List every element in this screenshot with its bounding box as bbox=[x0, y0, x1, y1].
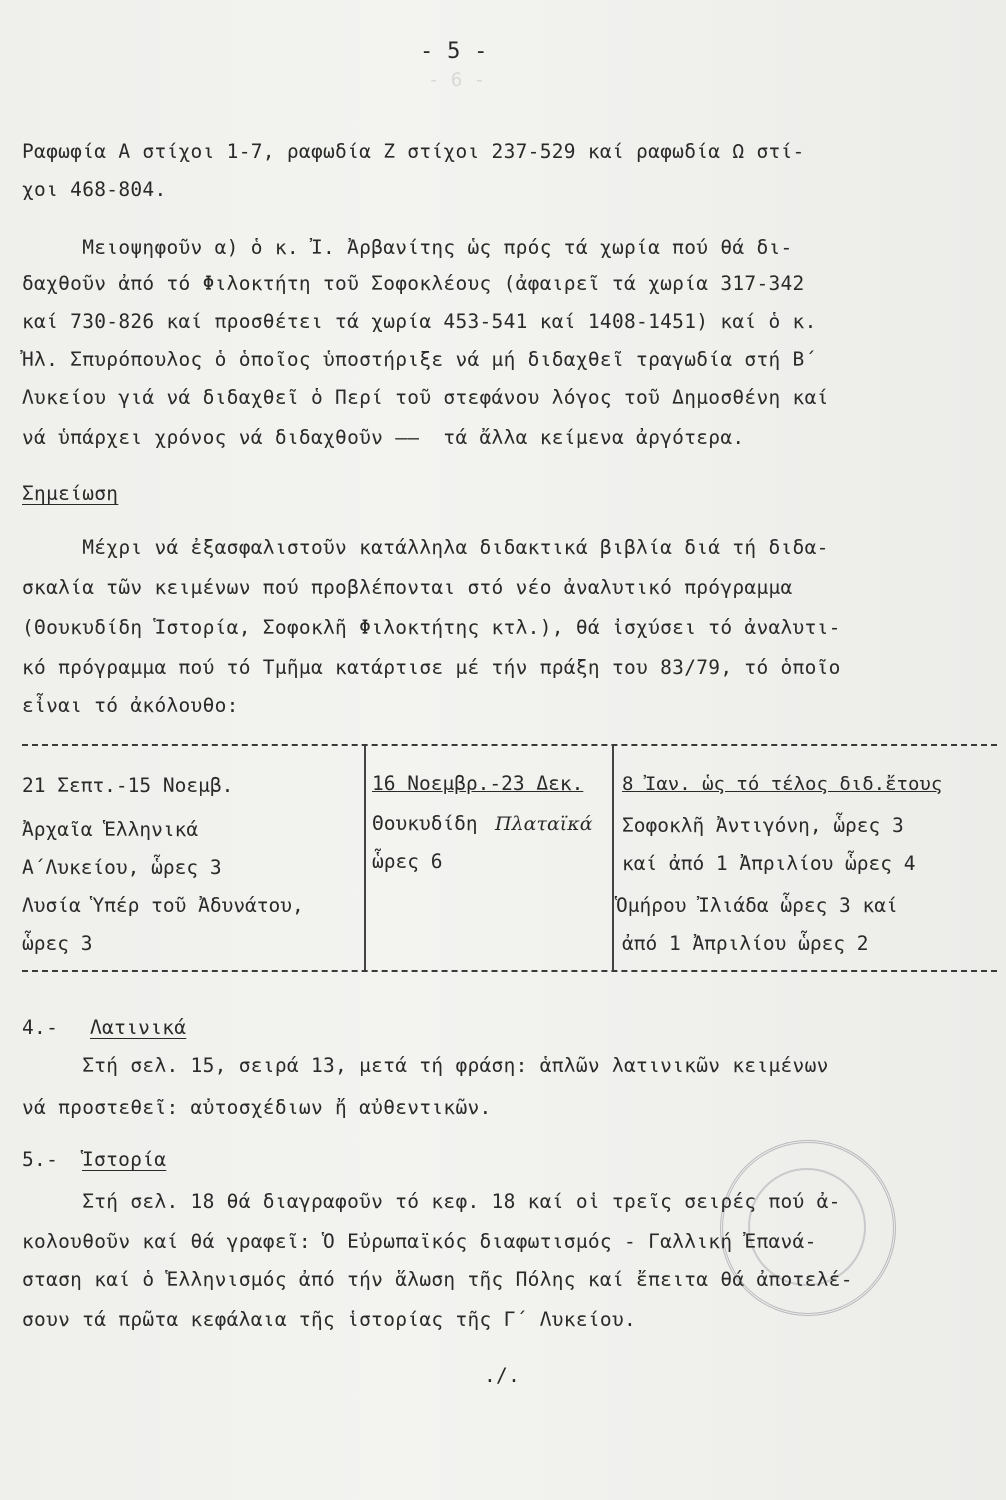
note-line: σκαλία τῶν κειμένων πού προβλέπονται στό νέο ἀναλυτικό πρόγραμμα bbox=[22, 576, 793, 599]
paragraph-line: νά ὑπάρχει χρόνος νά διδαχθοῦν —— τά ἄλλα κείμενα ἀργότερα. bbox=[22, 426, 745, 449]
table-cell: Σοφοκλῆ Ἀντιγόνη, ὧρες 3 bbox=[622, 814, 904, 837]
paragraph-line: χοι 468-804. bbox=[22, 178, 167, 201]
paragraph-line: Ραφωφία Α στίχοι 1-7, ραφωδία Ζ στίχοι 237-529 καί ραφωδία Ω στί- bbox=[22, 140, 805, 163]
paragraph-line: καί 730-826 καί προσθέτει τά χωρία 453-541 καί 1408-1451) καί ὁ κ. bbox=[22, 310, 817, 333]
note-line: εἶναι τό ἀκόλουθο: bbox=[22, 694, 239, 717]
paragraph-line: Ἠλ. Σπυρόπουλος ὁ ὁποῖος ὑποστήριξε νά μή διδαχθεῖ τραγωδία στή Β΄ bbox=[22, 348, 817, 371]
section-line: σταση καί ὁ Ἑλληνισμός ἀπό τήν ἅλωση τῆς Πόλης καί ἔπειτα θά ἀποτελέ- bbox=[22, 1268, 853, 1291]
table-cell: Θουκυδίδη bbox=[372, 812, 478, 835]
handwritten-annotation: Πλαταϊκά bbox=[495, 813, 593, 835]
section-line: σουν τά πρῶτα κεφάλαια τῆς ἱστορίας τῆς Γ΄ Λυκείου. bbox=[22, 1308, 637, 1331]
table-cell: ὧρες 6 bbox=[372, 850, 443, 873]
table-cell: ὧρες 3 bbox=[22, 932, 93, 955]
section-line: Στή σελ. 18 θά διαγραφοῦν τό κεφ. 18 καί οἱ τρεῖς σειρές πού ἀ- bbox=[22, 1190, 841, 1213]
table-cell: καί ἀπό 1 Ἀπριλίου ὧρες 4 bbox=[622, 852, 916, 875]
table-cell: ἀπό 1 Ἀπριλίου ὧρες 2 bbox=[622, 932, 869, 955]
table-column-divider bbox=[364, 746, 366, 970]
end-mark: ./. bbox=[484, 1364, 521, 1387]
table-cell: Ὁμήρου Ἰλιάδα ὧρες 3 καί bbox=[616, 894, 898, 917]
note-line: κό πρόγραμμα πού τό Τμῆμα κατάρτισε μέ τήν πράξη του 83/79, τό ὁποῖο bbox=[22, 656, 841, 679]
table-cell: Ἀρχαῖα Ἑλληνικά bbox=[22, 818, 199, 841]
section-line: νά προστεθεῖ: αὐτοσχέδιων ἤ αὐθεντικῶν. bbox=[22, 1096, 492, 1119]
table-cell: Λυσία Ὑπέρ τοῦ Ἀδυνάτου, bbox=[22, 894, 304, 917]
section-line: Στή σελ. 15, σειρά 13, μετά τή φράση: ἁπλῶν λατινικῶν κειμένων bbox=[22, 1054, 829, 1077]
section-title: Λατινικά bbox=[90, 1016, 187, 1039]
table-column-divider bbox=[612, 746, 614, 970]
paragraph-line: Μειοψηφοῦν α) ὁ κ. Ἰ. Ἀρβανίτης ὡς πρός τά χωρία πού θά δι- bbox=[22, 236, 793, 259]
table-cell: Α΄Λυκείου, ὧρες 3 bbox=[22, 856, 222, 879]
section-title: Ἱστορία bbox=[82, 1148, 167, 1171]
section-number: 4.- bbox=[22, 1016, 59, 1039]
note-line: Μέχρι νά ἐξασφαλιστοῦν κατάλληλα διδακτικά βιβλία διά τή διδα- bbox=[22, 536, 829, 559]
table-top-rule bbox=[22, 744, 997, 746]
note-line: (Θουκυδίδη Ἱστορία, Σοφοκλῆ Φιλοκτήτης κτλ.), θά ἰσχύσει τό ἀναλυτι- bbox=[22, 616, 841, 639]
table-bottom-rule bbox=[22, 970, 997, 972]
bleed-through-page-number: - 6 - bbox=[428, 69, 486, 91]
section-line: κολουθοῦν καί θά γραφεῖ: Ὁ Εὐρωπαϊκός διαφωτισμός - Γαλλική Ἐπανά- bbox=[22, 1230, 817, 1253]
note-heading: Σημείωση bbox=[22, 482, 119, 505]
table-cell: 21 Σεπτ.-15 Νοεμβ. bbox=[22, 774, 234, 797]
section-number: 5.- bbox=[22, 1148, 59, 1171]
paragraph-line: Λυκείου γιά νά διδαχθεῖ ὁ Περί τοῦ στεφάνου λόγος τοῦ Δημοσθένη καί bbox=[22, 386, 829, 409]
paragraph-line: δαχθοῦν ἀπό τό Φιλοκτήτη τοῦ Σοφοκλέους (ἀφαιρεῖ τά χωρία 317-342 bbox=[22, 272, 805, 295]
table-cell: 16 Νοεμβρ.-23 Δεκ. bbox=[372, 772, 584, 795]
page-number: - 5 - bbox=[420, 39, 488, 64]
table-cell: 8 Ἰαν. ὡς τό τέλος διδ.ἔτους bbox=[622, 773, 943, 795]
